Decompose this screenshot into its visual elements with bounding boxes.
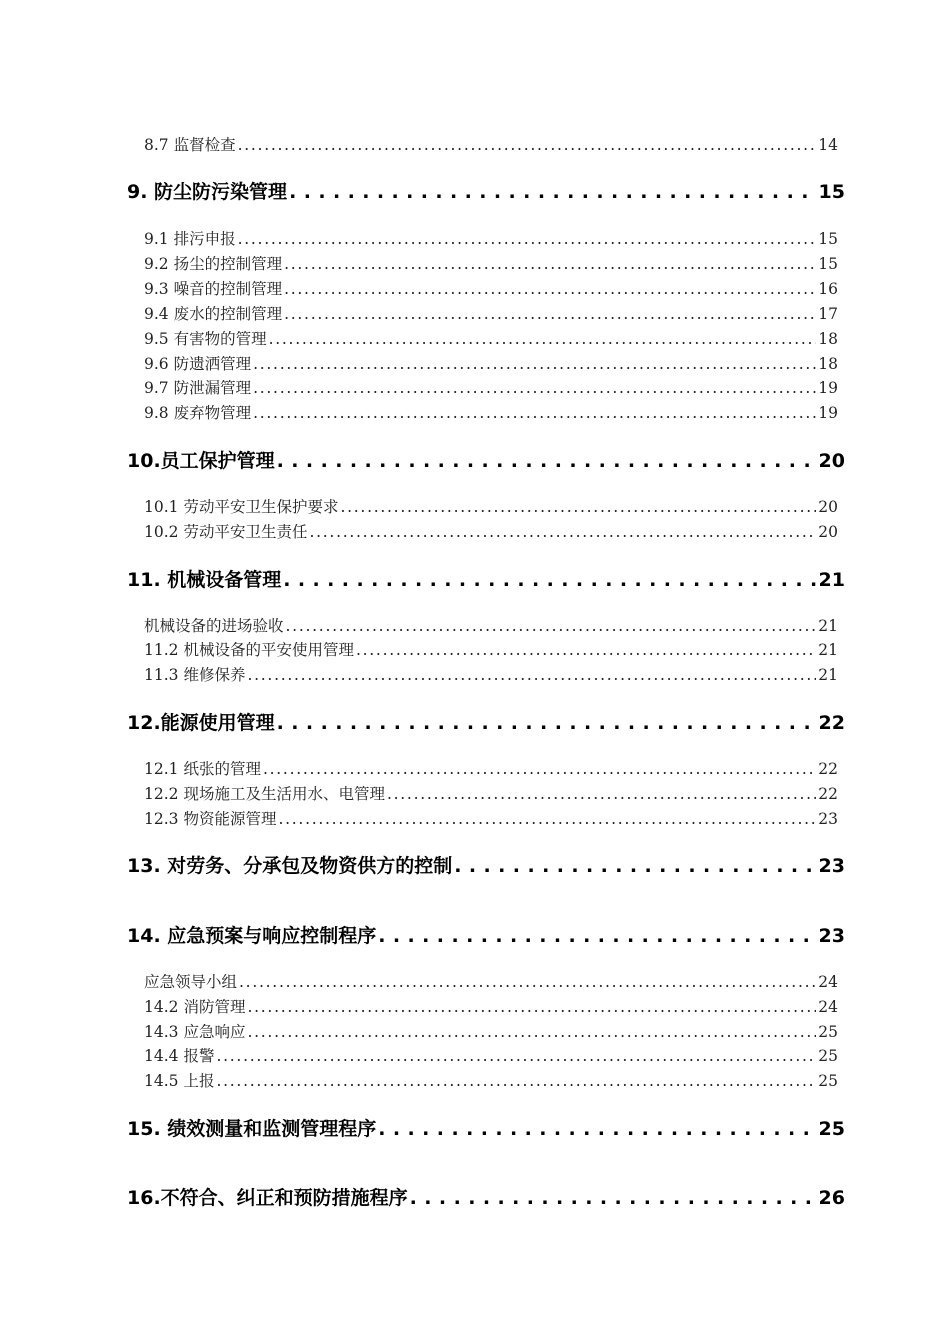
toc-entry-page: 21 bbox=[818, 617, 838, 635]
dot-leader bbox=[286, 617, 817, 635]
toc-heading-title: 16.不符合、纠正和预防措施程序 bbox=[127, 1187, 408, 1209]
toc-heading-page: 25 bbox=[818, 1118, 845, 1140]
toc-entry[interactable] bbox=[144, 520, 838, 544]
toc-entry-title: 11.2 机械设备的平安使用管理 bbox=[144, 641, 354, 659]
dot-leader bbox=[216, 1047, 816, 1065]
toc-entry-page: 23 bbox=[818, 810, 838, 828]
toc-entry[interactable] bbox=[144, 1020, 838, 1044]
toc-entry-page: 15 bbox=[818, 230, 838, 248]
toc-entry-page: 20 bbox=[818, 498, 838, 516]
toc-entry-title: 9.5 有害物的管理 bbox=[144, 330, 267, 348]
toc-entry-page: 25 bbox=[818, 1023, 838, 1041]
dot-leader bbox=[263, 760, 816, 778]
toc-entry-title: 11.3 维修保养 bbox=[144, 666, 246, 684]
dot-leader bbox=[253, 379, 816, 397]
toc-entry-page: 22 bbox=[818, 785, 838, 803]
toc-entry-title: 机械设备的进场验收 bbox=[144, 617, 284, 635]
toc-heading-page: 15 bbox=[818, 181, 845, 203]
toc-entry-page: 19 bbox=[818, 404, 838, 422]
dot-leader bbox=[278, 810, 816, 828]
dot-leader bbox=[387, 785, 816, 803]
toc-entry[interactable] bbox=[144, 1044, 838, 1068]
toc-entry-title: 9.6 防遗洒管理 bbox=[144, 355, 252, 373]
dot-leader bbox=[253, 404, 816, 422]
toc-entry-page: 25 bbox=[818, 1047, 838, 1065]
toc-entry-title: 14.4 报警 bbox=[144, 1047, 215, 1065]
toc-heading-page: 21 bbox=[818, 569, 845, 591]
toc-heading[interactable] bbox=[127, 1183, 845, 1213]
toc-heading-page: 22 bbox=[818, 712, 845, 734]
toc-entry[interactable] bbox=[144, 376, 838, 400]
toc-heading-page: 23 bbox=[818, 925, 845, 947]
toc-entry-title: 12.2 现场施工及生活用水、电管理 bbox=[144, 785, 385, 803]
toc-entry-title: 10.2 劳动平安卫生责任 bbox=[144, 523, 308, 541]
dot-leader bbox=[284, 255, 816, 273]
dot-leader bbox=[238, 230, 817, 248]
dot-leader bbox=[277, 712, 817, 734]
dot-leader bbox=[247, 998, 816, 1016]
toc-entry[interactable] bbox=[144, 277, 838, 301]
dot-leader bbox=[247, 1023, 816, 1041]
toc-entry[interactable] bbox=[144, 807, 838, 831]
toc-entry-page: 22 bbox=[818, 760, 838, 778]
toc-entry[interactable] bbox=[144, 133, 838, 157]
toc-entry-title: 9.3 噪音的控制管理 bbox=[144, 280, 283, 298]
toc-entry[interactable] bbox=[144, 302, 838, 326]
toc-heading[interactable] bbox=[127, 565, 845, 595]
toc-entry[interactable] bbox=[144, 1069, 838, 1093]
dot-leader bbox=[378, 1118, 816, 1140]
toc-entry-title: 14.5 上报 bbox=[144, 1072, 215, 1090]
dot-leader bbox=[269, 330, 817, 348]
toc-entry-page: 21 bbox=[818, 641, 838, 659]
toc-entry[interactable] bbox=[144, 995, 838, 1019]
dot-leader bbox=[378, 925, 816, 947]
toc-entry-title: 12.3 物资能源管理 bbox=[144, 810, 277, 828]
toc-entry-title: 14.2 消防管理 bbox=[144, 998, 246, 1016]
dot-leader bbox=[340, 498, 816, 516]
toc-entry[interactable] bbox=[144, 252, 838, 276]
toc-heading-title: 11. 机械设备管理 bbox=[127, 569, 282, 591]
toc-entry[interactable] bbox=[144, 495, 838, 519]
dot-leader bbox=[410, 1187, 817, 1209]
toc-entry-page: 20 bbox=[818, 523, 838, 541]
toc-entry-page: 14 bbox=[818, 136, 838, 154]
dot-leader bbox=[247, 666, 816, 684]
dot-leader bbox=[239, 973, 816, 991]
toc-heading[interactable] bbox=[127, 921, 845, 951]
toc-entry[interactable] bbox=[144, 638, 838, 662]
toc-entry-page: 24 bbox=[818, 998, 838, 1016]
toc-entry-title: 9.1 排污申报 bbox=[144, 230, 236, 248]
dot-leader bbox=[253, 355, 816, 373]
dot-leader bbox=[277, 450, 817, 472]
toc-heading-title: 15. 绩效测量和监测管理程序 bbox=[127, 1118, 377, 1140]
toc-heading[interactable] bbox=[127, 446, 845, 476]
toc-entry-page: 19 bbox=[818, 379, 838, 397]
toc-entry-page: 15 bbox=[818, 255, 838, 273]
dot-leader bbox=[356, 641, 816, 659]
toc-entry-title: 9.8 废弃物管理 bbox=[144, 404, 252, 422]
toc-entry-title: 9.2 扬尘的控制管理 bbox=[144, 255, 283, 273]
dot-leader bbox=[289, 181, 816, 203]
toc-entry[interactable] bbox=[144, 757, 838, 781]
toc-heading[interactable] bbox=[127, 708, 845, 738]
toc-entry[interactable] bbox=[144, 352, 838, 376]
toc-entry-title: 14.3 应急响应 bbox=[144, 1023, 246, 1041]
toc-heading-page: 23 bbox=[818, 855, 845, 877]
toc-entry[interactable] bbox=[144, 970, 838, 994]
toc-entry-title: 8.7 监督检查 bbox=[144, 136, 236, 154]
toc-heading[interactable] bbox=[127, 851, 845, 881]
toc-heading-title: 12.能源使用管理 bbox=[127, 712, 275, 734]
toc-heading[interactable] bbox=[127, 177, 845, 207]
toc-heading-page: 26 bbox=[818, 1187, 845, 1209]
dot-leader bbox=[454, 855, 816, 877]
dot-leader bbox=[283, 569, 816, 591]
toc-entry-title: 9.7 防泄漏管理 bbox=[144, 379, 252, 397]
toc-heading-title: 9. 防尘防污染管理 bbox=[127, 181, 288, 203]
toc-entry-page: 21 bbox=[818, 666, 838, 684]
toc-heading-title: 14. 应急预案与响应控制程序 bbox=[127, 925, 377, 947]
toc-entry[interactable] bbox=[144, 327, 838, 351]
toc-entry-title: 12.1 纸张的管理 bbox=[144, 760, 261, 778]
toc-entry[interactable] bbox=[144, 227, 838, 251]
toc-entry-title: 9.4 废水的控制管理 bbox=[144, 305, 283, 323]
toc-heading-title: 10.员工保护管理 bbox=[127, 450, 275, 472]
toc-entry-page: 18 bbox=[818, 330, 838, 348]
toc-entry-title: 10.1 劳动平安卫生保护要求 bbox=[144, 498, 339, 516]
toc-entry-title: 应急领导小组 bbox=[144, 973, 238, 991]
dot-leader bbox=[284, 280, 816, 298]
toc-heading[interactable] bbox=[127, 1114, 845, 1144]
toc-entry[interactable] bbox=[144, 401, 838, 425]
toc-entry-page: 25 bbox=[818, 1072, 838, 1090]
toc-entry-page: 24 bbox=[818, 973, 838, 991]
dot-leader bbox=[284, 305, 816, 323]
toc-entry-page: 18 bbox=[818, 355, 838, 373]
dot-leader bbox=[309, 523, 816, 541]
toc-entry[interactable] bbox=[144, 614, 838, 638]
dot-leader bbox=[238, 136, 817, 154]
toc-entry-page: 17 bbox=[818, 305, 838, 323]
dot-leader bbox=[216, 1072, 816, 1090]
toc-entry[interactable] bbox=[144, 782, 838, 806]
toc-heading-title: 13. 对劳务、分承包及物资供方的控制 bbox=[127, 855, 453, 877]
toc-entry[interactable] bbox=[144, 663, 838, 687]
toc-heading-page: 20 bbox=[818, 450, 845, 472]
toc-entry-page: 16 bbox=[818, 280, 838, 298]
